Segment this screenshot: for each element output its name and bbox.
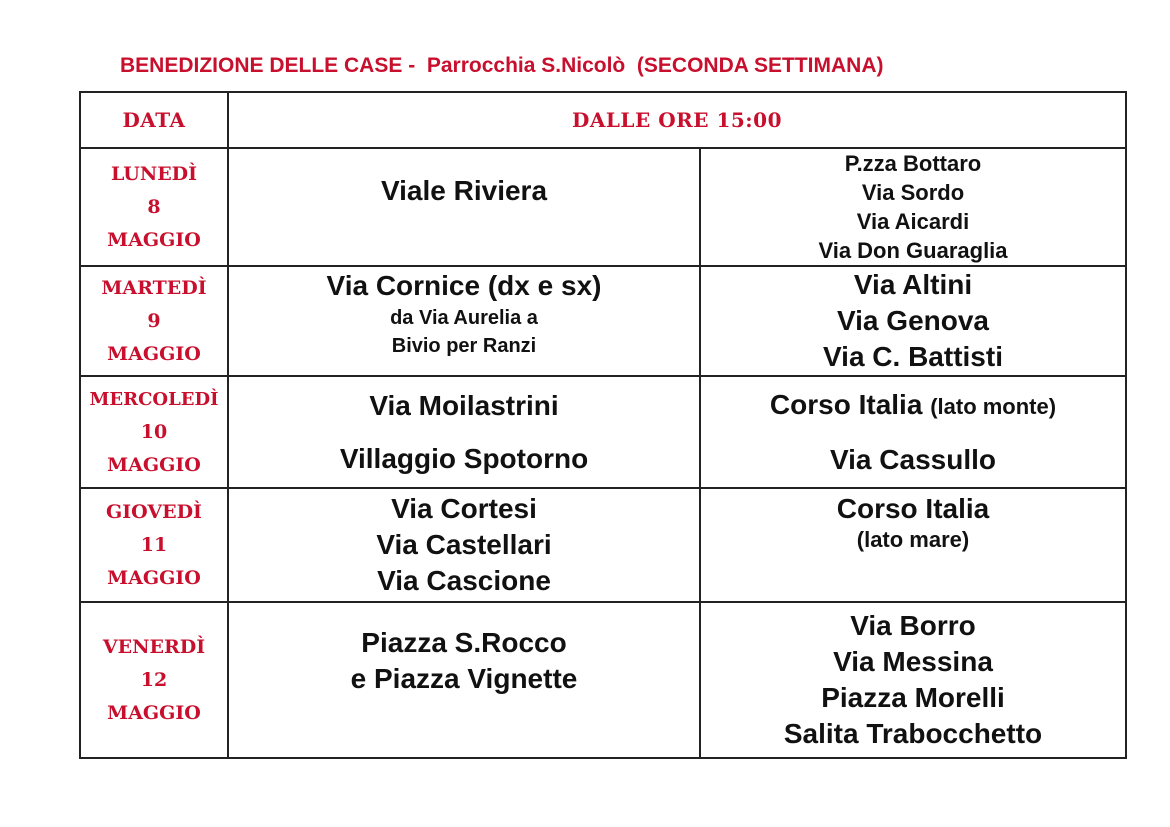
zone-cell-1 xyxy=(228,376,700,488)
header-row xyxy=(80,92,1126,148)
zone-cell-2 xyxy=(700,266,1126,376)
day-month: MAGGIO xyxy=(107,228,201,251)
day-name: MARTEDÌ xyxy=(101,276,207,299)
day-number: 10 xyxy=(140,420,168,443)
day-cell xyxy=(80,602,228,758)
street: Via C. Battisti xyxy=(823,341,1003,372)
street: Via Sordo xyxy=(861,180,965,205)
day-number: 8 xyxy=(147,195,161,218)
table-row xyxy=(80,488,1126,602)
street: Via Cassullo xyxy=(829,443,996,475)
street xyxy=(701,387,1125,425)
date-header: DATA xyxy=(80,92,228,148)
street: Via Don Guaraglia xyxy=(818,238,1008,263)
street: Via Messina xyxy=(833,646,993,677)
table-row xyxy=(80,266,1126,376)
day-name: MERCOLEDÌ xyxy=(89,388,219,410)
street: Via Genova xyxy=(836,305,989,336)
street-note: (lato mare) xyxy=(856,527,970,552)
day-month: MAGGIO xyxy=(107,566,201,589)
zone-cell-2 xyxy=(700,602,1126,758)
street: Via Cornice (dx e sx) xyxy=(326,270,602,301)
day-number: 11 xyxy=(140,533,168,556)
day-cell xyxy=(80,148,228,266)
street: Viale Riviera xyxy=(380,175,548,206)
street-name: Corso Italia xyxy=(769,388,923,420)
street-note: da Via Aurelia a xyxy=(390,307,538,329)
zone-cell-1 xyxy=(228,266,700,376)
street: Piazza Morelli xyxy=(821,682,1005,713)
street: Corso Italia xyxy=(836,493,990,524)
street: Via Cascione xyxy=(377,565,551,596)
street: Via Altini xyxy=(853,269,973,300)
street: e Piazza Vignette xyxy=(350,663,578,694)
street: Via Castellari xyxy=(376,529,552,560)
table-row xyxy=(80,148,1126,266)
day-month: MAGGIO xyxy=(107,453,201,476)
page-title: BENEDIZIONE DELLE CASE - Parrocchia S.Nicolò (SECONDA SETTIMANA) xyxy=(120,54,884,77)
zone-cell-1 xyxy=(228,148,700,266)
street: Salita Trabocchetto xyxy=(783,718,1043,749)
zone-cell-1 xyxy=(228,602,700,758)
day-number: 12 xyxy=(140,668,168,691)
street: Via Aicardi xyxy=(856,209,970,234)
street: Via Moilastrini xyxy=(369,389,559,421)
table-row xyxy=(80,602,1126,758)
day-name: GIOVEDÌ xyxy=(106,500,202,523)
day-month: MAGGIO xyxy=(107,701,201,724)
day-cell xyxy=(80,488,228,602)
day-month: MAGGIO xyxy=(107,342,201,365)
day-name: VENERDÌ xyxy=(102,635,206,658)
time-header: DALLE ORE 15:00 xyxy=(228,92,1126,148)
street-note: (lato monte) xyxy=(930,393,1057,419)
zone-cell-2 xyxy=(700,488,1126,602)
street: Via Borro xyxy=(850,610,976,641)
street: Piazza S.Rocco xyxy=(361,627,567,658)
schedule-table xyxy=(79,91,1127,759)
street: P.zza Bottaro xyxy=(844,151,982,176)
street: Via Cortesi xyxy=(391,493,537,524)
zone-cell-2 xyxy=(700,376,1126,488)
street-note: Bivio per Ranzi xyxy=(391,335,537,357)
day-name: LUNEDÌ xyxy=(110,162,198,185)
zone-cell-1 xyxy=(228,488,700,602)
day-number: 9 xyxy=(147,309,161,332)
zone-cell-2 xyxy=(700,148,1126,266)
day-cell xyxy=(80,376,228,488)
day-cell xyxy=(80,266,228,376)
street: Villaggio Spotorno xyxy=(339,442,589,474)
table-row xyxy=(80,376,1126,488)
